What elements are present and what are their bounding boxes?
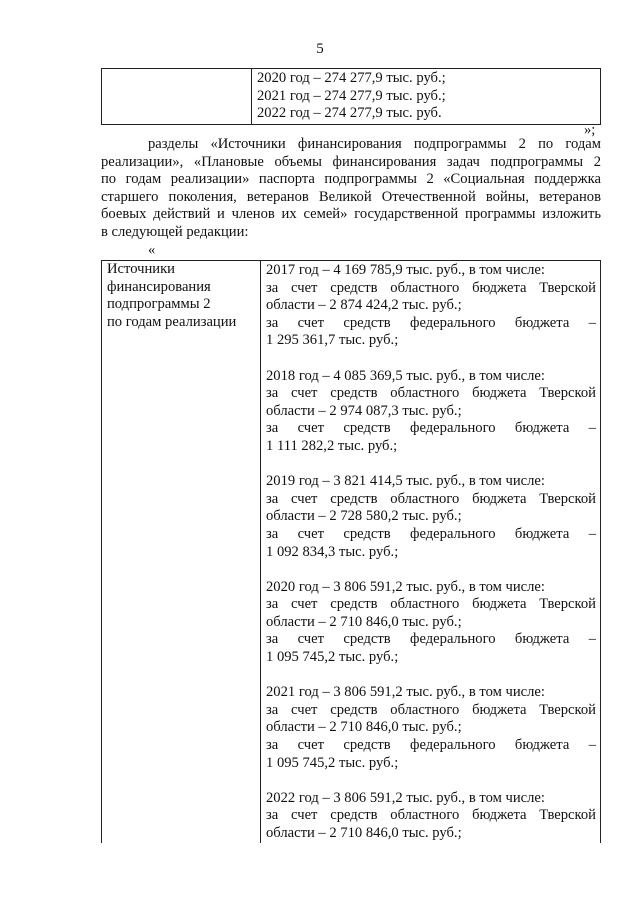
year-total: 2020 год – 3 806 591,2 тыс. руб., в том числе: — [266, 578, 545, 595]
year-total: 2022 год – 3 806 591,2 тыс. руб., в том числе: — [266, 789, 545, 806]
page-number: 5 — [316, 41, 324, 57]
federal-budget-amount: 1 295 361,7 тыс. руб.; — [266, 332, 399, 349]
federal-budget-amount: 1 092 834,3 тыс. руб.; — [266, 543, 399, 560]
label-line: Источники — [107, 261, 175, 277]
year-block-2019 — [266, 473, 596, 561]
top-table-line: 2021 год – 274 277,9 тыс. руб.; — [257, 87, 446, 104]
federal-budget-line: за счет средств федерального бюджета – — [266, 314, 596, 331]
closing-quote: »; — [584, 122, 596, 138]
federal-budget-line: за счет средств федерального бюджета – — [266, 631, 596, 648]
label-line: по годам реализации — [107, 313, 237, 330]
regional-budget-line: за счет средств областного бюджета Тверской — [266, 807, 596, 824]
funding-sources-values-cell — [261, 261, 601, 843]
federal-budget-amount: 1 095 745,2 тыс. руб.; — [266, 649, 399, 666]
regional-budget-line: за счет средств областного бюджета Тверской — [266, 596, 596, 613]
paragraph-line: реализации», «Плановые объемы финансирования задач подпрограммы 2 — [101, 153, 601, 170]
table-row — [102, 69, 601, 125]
regional-budget-line: за счет средств областного бюджета Тверской — [266, 385, 596, 402]
regional-budget-line: за счет средств областного бюджета Тверской — [266, 701, 596, 718]
year-total: 2019 год – 3 821 414,5 тыс. руб., в том числе: — [266, 473, 545, 490]
federal-budget-line: за счет средств федерального бюджета – — [266, 420, 596, 437]
top-table-left-cell — [102, 69, 252, 125]
paragraph-line: в следующей редакции: — [101, 223, 249, 240]
funding-sources-label-cell — [102, 261, 261, 843]
regional-budget-line: за счет средств областного бюджета Тверской — [266, 490, 596, 507]
label-line: подпрограммы 2 — [107, 296, 211, 313]
top-table-line: 2020 год – 274 277,9 тыс. руб.; — [257, 70, 446, 86]
federal-budget-amount: 1 111 282,2 тыс. руб.; — [266, 437, 398, 454]
top-funding-table — [101, 68, 601, 125]
opening-quote: « — [148, 242, 156, 258]
year-block-2021 — [266, 684, 596, 772]
regional-budget-amount: области – 2 710 846,0 тыс. руб.; — [266, 719, 462, 736]
paragraph-line: боевых действий и членов их семей» государственной программы изложить — [101, 206, 601, 223]
year-block-2022 — [266, 790, 596, 843]
year-total: 2018 год – 4 085 369,5 тыс. руб., в том числе: — [266, 367, 545, 384]
regional-budget-amount: области – 2 728 580,2 тыс. руб.; — [266, 508, 462, 525]
federal-budget-amount: 1 095 745,2 тыс. руб.; — [266, 754, 399, 771]
regional-budget-amount: области – 2 874 424,2 тыс. руб.; — [266, 297, 462, 314]
top-table-line: 2022 год – 274 277,9 тыс. руб. — [257, 105, 442, 122]
year-block-2020 — [266, 579, 596, 667]
federal-budget-line: за счет средств федерального бюджета – — [266, 737, 596, 754]
federal-budget-line: за счет средств федерального бюджета – — [266, 525, 596, 542]
paragraph-line: по годам реализации» паспорта подпрограммы 2 «Социальная поддержка — [101, 171, 601, 188]
label-line: финансирования — [107, 278, 211, 295]
table-row — [102, 261, 601, 843]
regional-budget-amount: области – 2 710 846,0 тыс. руб.; — [266, 825, 462, 841]
funding-sources-table — [101, 260, 601, 843]
year-block-2017 — [266, 262, 596, 350]
top-table-right-cell — [252, 69, 601, 125]
regional-budget-line: за счет средств областного бюджета Тверской — [266, 279, 596, 296]
regional-budget-amount: области – 2 710 846,0 тыс. руб.; — [266, 613, 462, 630]
amendment-paragraph — [101, 136, 601, 242]
year-total: 2021 год – 3 806 591,2 тыс. руб., в том числе: — [266, 684, 545, 701]
paragraph-line: разделы «Источники финансирования подпрограммы 2 по годам — [148, 136, 601, 152]
year-total: 2017 год – 4 169 785,9 тыс. руб., в том числе: — [266, 262, 545, 278]
year-block-2018 — [266, 368, 596, 456]
paragraph-line: старшего поколения, ветеранов Великой Отечественной войны, ветеранов — [101, 188, 601, 205]
regional-budget-amount: области – 2 974 087,3 тыс. руб.; — [266, 402, 462, 419]
